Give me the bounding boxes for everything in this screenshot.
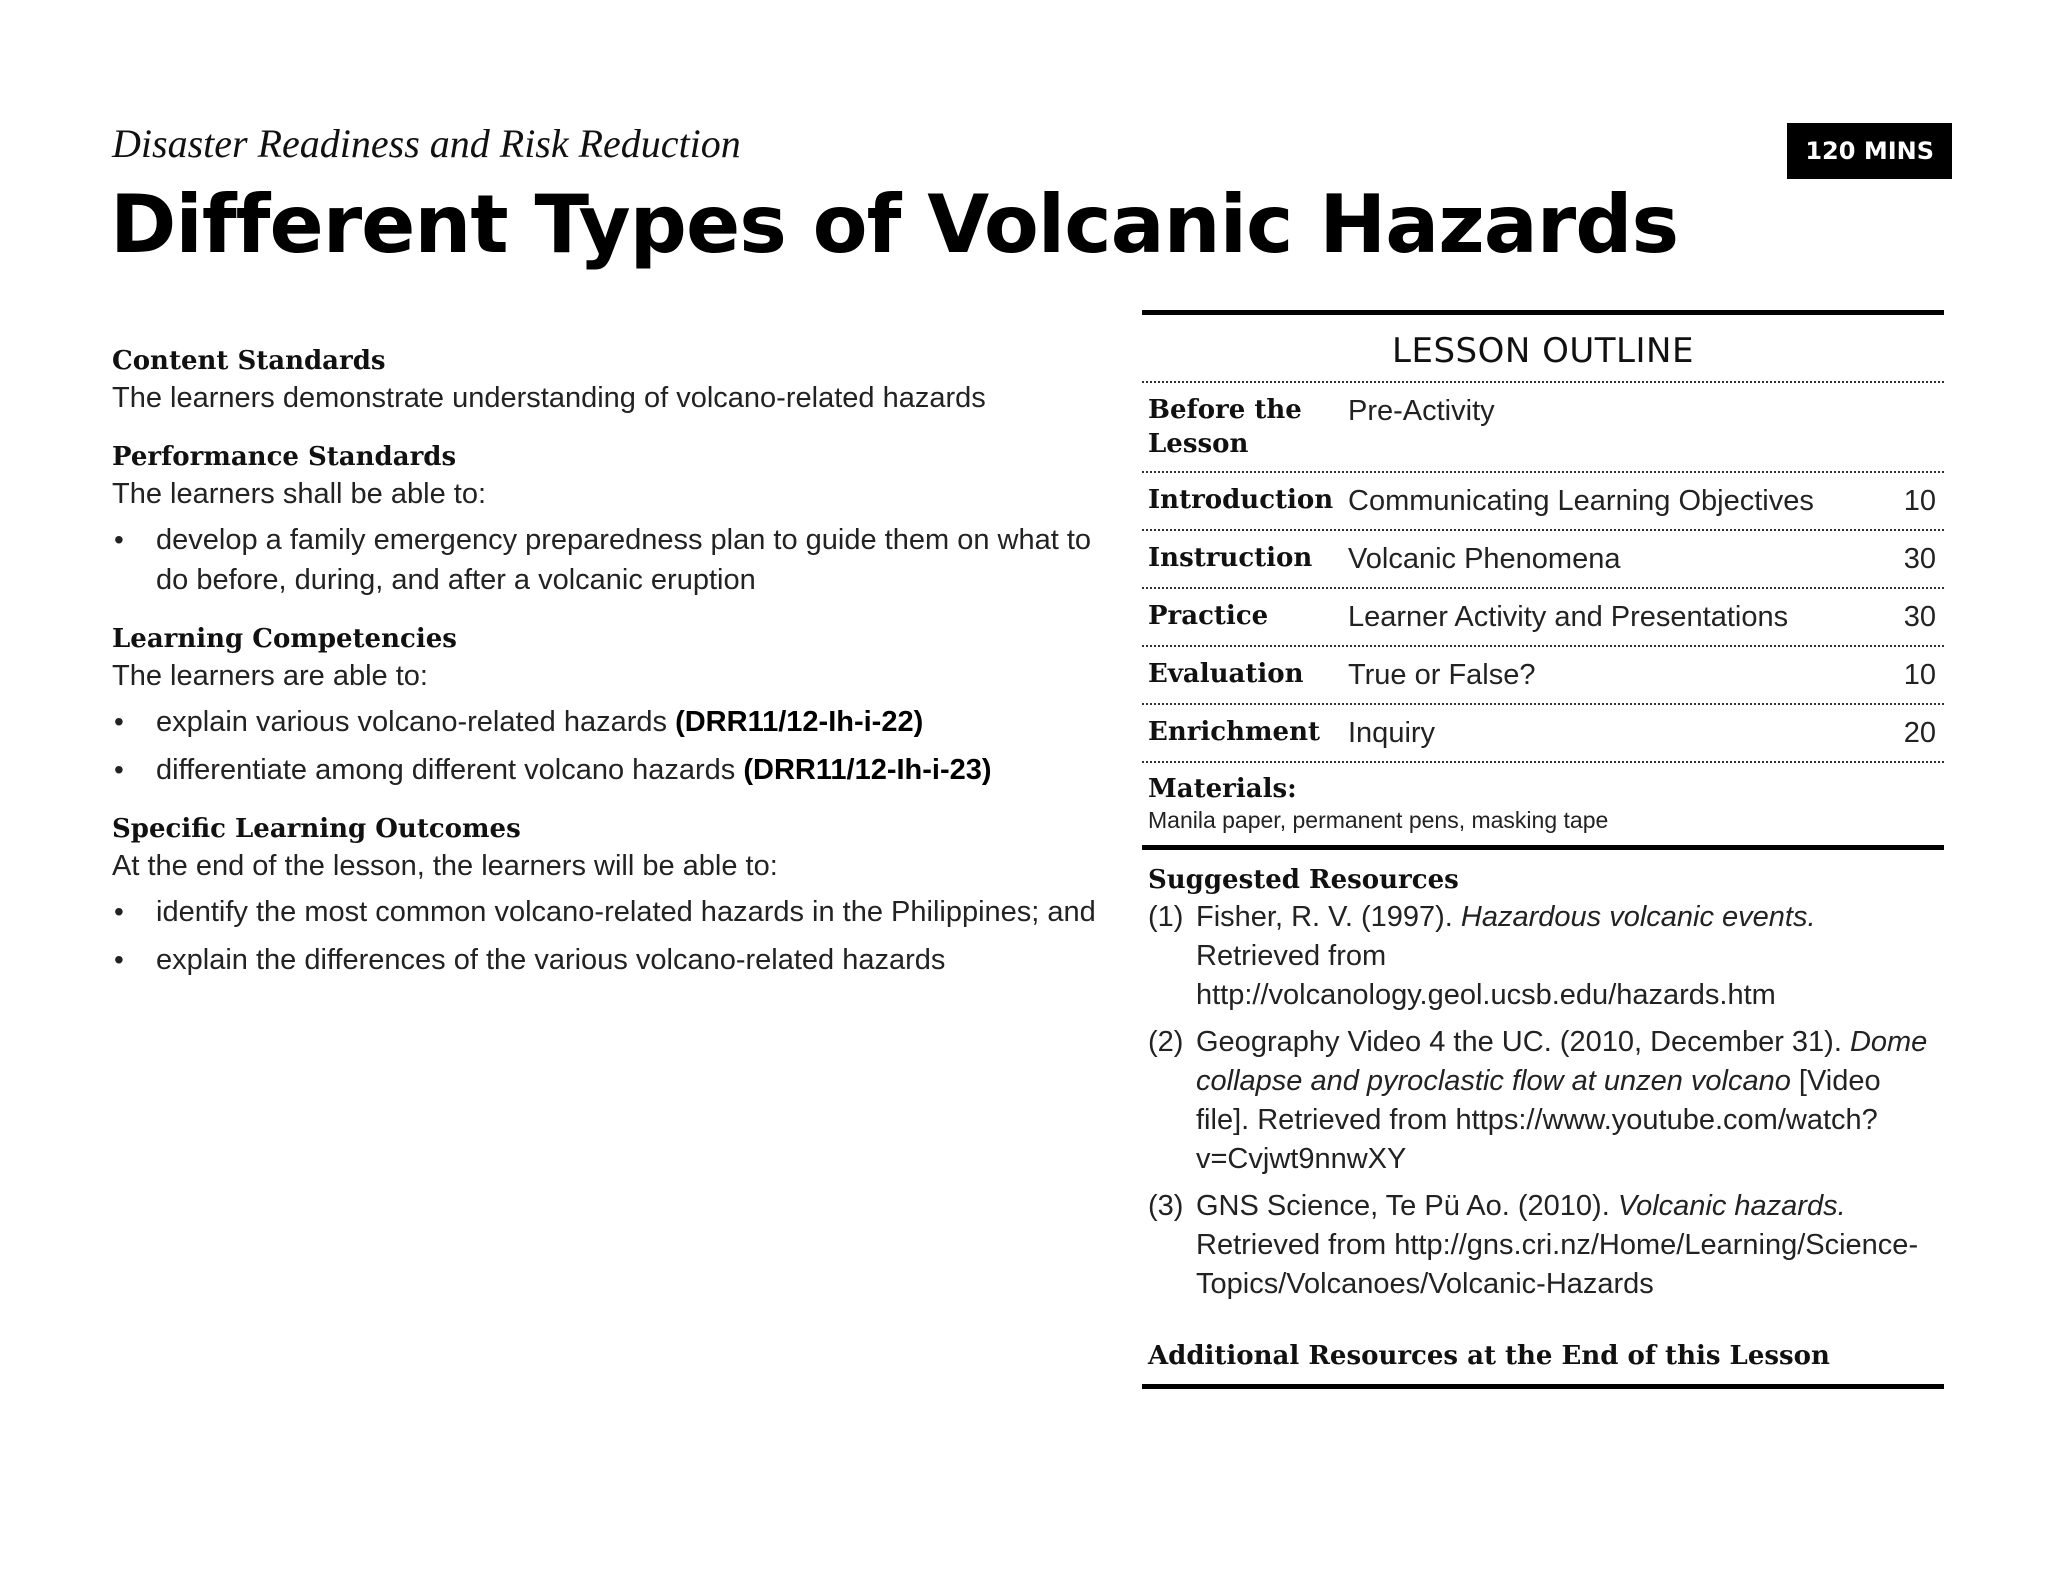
specific-outcomes-intro: At the end of the lesson, the learners will be able to: [112, 850, 778, 882]
duration-badge: 120 MINS [1787, 123, 1952, 179]
learning-competencies-section [112, 622, 1112, 790]
learning-competencies-list [112, 702, 1112, 790]
competency-code: (DRR11/12-Ih-i-23) [743, 754, 992, 786]
reference-source: Retrieved from http://gns.cri.nz/Home/Learning/Science-Topics/Volcanoes/Volcanic-Hazards [1196, 1229, 1919, 1300]
competency-text: explain various volcano-related hazards [156, 706, 676, 738]
reference-title: Hazardous volcanic events. [1460, 901, 1816, 933]
content-standards-heading: Content Standards [112, 346, 386, 376]
materials-heading: Materials: [1148, 774, 1297, 804]
outline-stage: Practice [1148, 601, 1269, 631]
outline-stage: Instruction [1148, 543, 1313, 573]
outline-minutes: 10 [1903, 485, 1936, 517]
outline-activity: Learner Activity and Presentations [1348, 601, 1789, 633]
standards-column [112, 344, 1112, 1002]
outline-row [1142, 705, 1944, 761]
reference-item [1148, 1023, 1936, 1179]
outline-minutes: 10 [1903, 659, 1936, 691]
specific-outcomes-list [112, 892, 1112, 980]
reference-body [1196, 1187, 1936, 1304]
outline-activity: Communicating Learning Objectives [1348, 485, 1814, 517]
outline-activity: True or False? [1348, 659, 1536, 691]
subject-title: Disaster Readiness and Risk Reduction [112, 121, 741, 166]
reference-item [1148, 898, 1936, 1015]
reference-source: [Video file]. Retrieved from https://www.youtube.com/watch?v=Cvjwt9nnwXY [1196, 1065, 1881, 1175]
outline-minutes: 20 [1903, 717, 1936, 749]
outline-row [1142, 647, 1944, 703]
outline-activity: Volcanic Phenomena [1348, 543, 1621, 575]
reference-number: (2) [1148, 1026, 1184, 1058]
reference-item [1148, 1187, 1936, 1304]
performance-standards-section [112, 440, 1112, 600]
performance-standards-intro: The learners shall be able to: [112, 478, 486, 510]
materials-section [1142, 763, 1944, 845]
suggested-resources-section [1142, 850, 1944, 1318]
reference-number: (1) [1148, 901, 1184, 933]
outline-stage: Before the Lesson [1148, 395, 1302, 459]
suggested-resources-heading: Suggested Resources [1148, 865, 1459, 895]
outline-row [1142, 473, 1944, 529]
outline-activity: Inquiry [1348, 717, 1436, 749]
list-item: • develop a family emergency preparedness plan to guide them on what to do before, during, and after a volcanic eruption [112, 520, 1112, 600]
list-item [112, 702, 1112, 742]
list-item: • identify the most common volcano-related hazards in the Philippines; and [112, 892, 1112, 932]
content-standards-section [112, 344, 1112, 418]
performance-standards-list [112, 520, 1112, 600]
reference-title: Volcanic hazards. [1617, 1190, 1846, 1222]
outline-stage: Evaluation [1148, 659, 1304, 689]
outline-minutes: 30 [1903, 601, 1936, 633]
lesson-outline-title: LESSON OUTLINE [1392, 331, 1694, 371]
reference-source: Retrieved from http://volcanology.geol.ucsb.edu/hazards.htm [1196, 940, 1776, 1011]
reference-title: Dome collapse and pyroclastic flow at unzen volcano [1196, 1026, 1928, 1097]
competency-text: differentiate among different volcano hazards [156, 754, 744, 786]
reference-author: Geography Video 4 the UC. (2010, December 31). [1196, 1026, 1850, 1058]
performance-standards-heading: Performance Standards [112, 442, 457, 472]
outline-stage: Enrichment [1148, 717, 1320, 747]
reference-number: (3) [1148, 1190, 1184, 1222]
list-item: • explain the differences of the various volcano-related hazards [112, 940, 1112, 980]
reference-body [1196, 898, 1936, 1015]
outline-row [1142, 531, 1944, 587]
outline-minutes: 30 [1903, 543, 1936, 575]
specific-outcomes-section [112, 812, 1112, 980]
reference-body [1196, 1023, 1936, 1179]
outline-stage: Introduction [1148, 485, 1334, 515]
competency-code: (DRR11/12-Ih-i-22) [675, 706, 924, 738]
outline-activity: Pre-Activity [1348, 395, 1495, 427]
additional-resources-heading: Additional Resources at the End of this Lesson [1148, 1341, 1830, 1371]
list-item [112, 750, 1112, 790]
content-standards-text: The learners demonstrate understanding of volcano-related hazards [112, 382, 986, 414]
materials-text: Manila paper, permanent pens, masking tape [1148, 807, 1609, 833]
learning-competencies-heading: Learning Competencies [112, 624, 457, 654]
divider [1142, 1384, 1944, 1389]
specific-outcomes-heading: Specific Learning Outcomes [112, 814, 521, 844]
learning-competencies-intro: The learners are able to: [112, 660, 428, 692]
lesson-outline-panel [1142, 310, 1944, 1389]
reference-author: Fisher, R. V. (1997). [1196, 901, 1461, 933]
reference-author: GNS Science, Te Pü Ao. (2010). [1196, 1190, 1618, 1222]
lesson-title: Different Types of Volcanic Hazards [110, 178, 1679, 271]
outline-row [1142, 383, 1944, 471]
outline-row [1142, 589, 1944, 645]
